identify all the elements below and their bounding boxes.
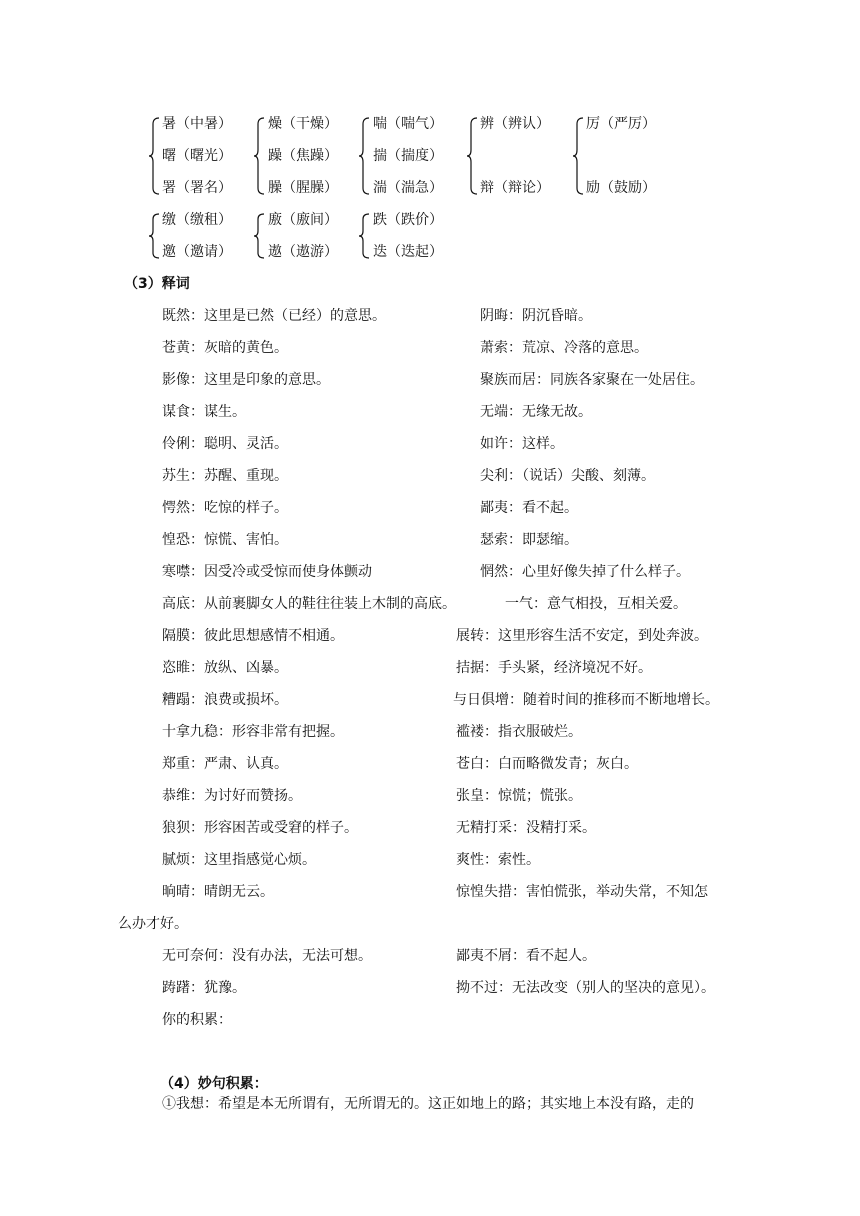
- glossary-entry: 晌晴：晴朗无云。: [162, 884, 274, 900]
- char-item: 迭（迭起）: [373, 244, 443, 260]
- brace-icon: [148, 116, 160, 196]
- glossary-entry: 与日俱增：随着时间的推移而不断地增长。: [453, 692, 719, 708]
- accumulation-label: 你的积累：: [162, 1012, 232, 1028]
- sentence-item: ①我想：希望是本无所谓有，无所谓无的。这正如地上的路；其实地上本没有路，走的: [162, 1096, 694, 1112]
- brace-icon: [148, 212, 160, 260]
- glossary-entry: 苏生：苏醒、重现。: [162, 468, 288, 484]
- char-item: 跌（跌价）: [373, 212, 443, 228]
- glossary-entry: 爽性：索性。: [456, 852, 540, 868]
- char-item: 曙（曙光）: [162, 148, 232, 164]
- char-item: 遨（遨游）: [268, 244, 338, 260]
- glossary-entry: 褴褛：指衣服破烂。: [456, 724, 582, 740]
- glossary-entry: 萧索：荒凉、冷落的意思。: [480, 340, 648, 356]
- char-item: 邀（邀请）: [162, 244, 232, 260]
- glossary-entry: 无端：无缘无故。: [480, 404, 592, 420]
- glossary-entry: 惘然：心里好像失掉了什么样子。: [480, 564, 690, 580]
- section-heading: （4）妙句积累：: [160, 1076, 268, 1092]
- glossary-entry: 狼狈：形容困苦或受窘的样子。: [162, 820, 358, 836]
- section-heading: （3）释词: [124, 276, 190, 292]
- char-item: 辩（辩论）: [480, 180, 550, 196]
- glossary-entry: 谋食：谋生。: [162, 404, 246, 420]
- brace-icon: [358, 116, 370, 196]
- char-item: 喘（喘气）: [373, 116, 443, 132]
- glossary-entry: 影像：这里是印象的意思。: [162, 372, 330, 388]
- glossary-entry: 恣睢：放纵、凶暴。: [162, 660, 288, 676]
- glossary-entry: 高底：从前裹脚女人的鞋往往装上木制的高底。: [162, 596, 456, 612]
- glossary-entry: 苍黄：灰暗的黄色。: [162, 340, 288, 356]
- char-item: 暑（中暑）: [162, 116, 232, 132]
- glossary-entry: 如许：这样。: [480, 436, 564, 452]
- char-item: 湍（湍急）: [373, 180, 443, 196]
- glossary-entry: 惊惶失措：害怕慌张，举动失常，不知怎: [456, 884, 708, 900]
- glossary-entry: 踌躇：犹豫。: [162, 980, 246, 996]
- char-item: 躁（焦躁）: [268, 148, 338, 164]
- glossary-entry: 愕然：吃惊的样子。: [162, 500, 288, 516]
- glossary-entry: 张皇：惊慌；慌张。: [456, 788, 582, 804]
- char-item: 燥（干燥）: [268, 116, 338, 132]
- glossary-entry: 聚族而居：同族各家聚在一处居住。: [480, 372, 704, 388]
- glossary-entry: 拮据：手头紧，经济境况不好。: [456, 660, 652, 676]
- brace-icon: [572, 116, 584, 196]
- glossary-entry: 瑟索：即瑟缩。: [480, 532, 578, 548]
- char-item: 署（署名）: [162, 180, 232, 196]
- char-item: 厉（严厉）: [586, 116, 656, 132]
- glossary-entry: 鄙夷：看不起。: [480, 500, 578, 516]
- glossary-entry: 惶恐：惊慌、害怕。: [162, 532, 288, 548]
- glossary-continuation: 么办才好。: [118, 916, 188, 932]
- char-item: 辨（辨认）: [480, 116, 550, 132]
- brace-icon: [253, 116, 265, 196]
- char-item: 臊（腥臊）: [268, 180, 338, 196]
- glossary-entry: 展转：这里形容生活不安定，到处奔波。: [456, 628, 708, 644]
- brace-icon: [253, 212, 265, 260]
- glossary-entry: 既然：这里是已然（已经）的意思。: [162, 308, 386, 324]
- glossary-entry: 苍白：白而略微发青；灰白。: [456, 756, 638, 772]
- glossary-entry: 拗不过：无法改变（别人的坚决的意见）。: [456, 980, 715, 996]
- glossary-entry: 十拿九稳：形容非常有把握。: [162, 724, 344, 740]
- glossary-entry: 一气：意气相投，互相关爱。: [505, 596, 687, 612]
- glossary-entry: 寒噤：因受冷或受惊而使身体颤动: [162, 564, 372, 580]
- glossary-entry: 隔膜：彼此思想感情不相通。: [162, 628, 344, 644]
- glossary-entry: 腻烦：这里指感觉心烦。: [162, 852, 316, 868]
- glossary-entry: 尖利：（说话）尖酸、刻薄。: [480, 468, 655, 484]
- glossary-entry: 糟蹋：浪费或损坏。: [162, 692, 288, 708]
- glossary-entry: 无可奈何：没有办法，无法可想。: [162, 948, 372, 964]
- glossary-entry: 伶俐：聪明、灵活。: [162, 436, 288, 452]
- char-item: 揣（揣度）: [373, 148, 443, 164]
- char-item: 缴（缴租）: [162, 212, 232, 228]
- char-item: 励（鼓励）: [586, 180, 656, 196]
- brace-icon: [466, 116, 478, 196]
- glossary-entry: 无精打采：没精打采。: [456, 820, 596, 836]
- glossary-entry: 恭维：为讨好而赞扬。: [162, 788, 302, 804]
- glossary-entry: 郑重：严肃、认真。: [162, 756, 288, 772]
- glossary-entry: 阴晦：阴沉昏暗。: [480, 308, 592, 324]
- char-item: 廒（廒间）: [268, 212, 338, 228]
- brace-icon: [358, 212, 370, 260]
- glossary-entry: 鄙夷不屑：看不起人。: [456, 948, 596, 964]
